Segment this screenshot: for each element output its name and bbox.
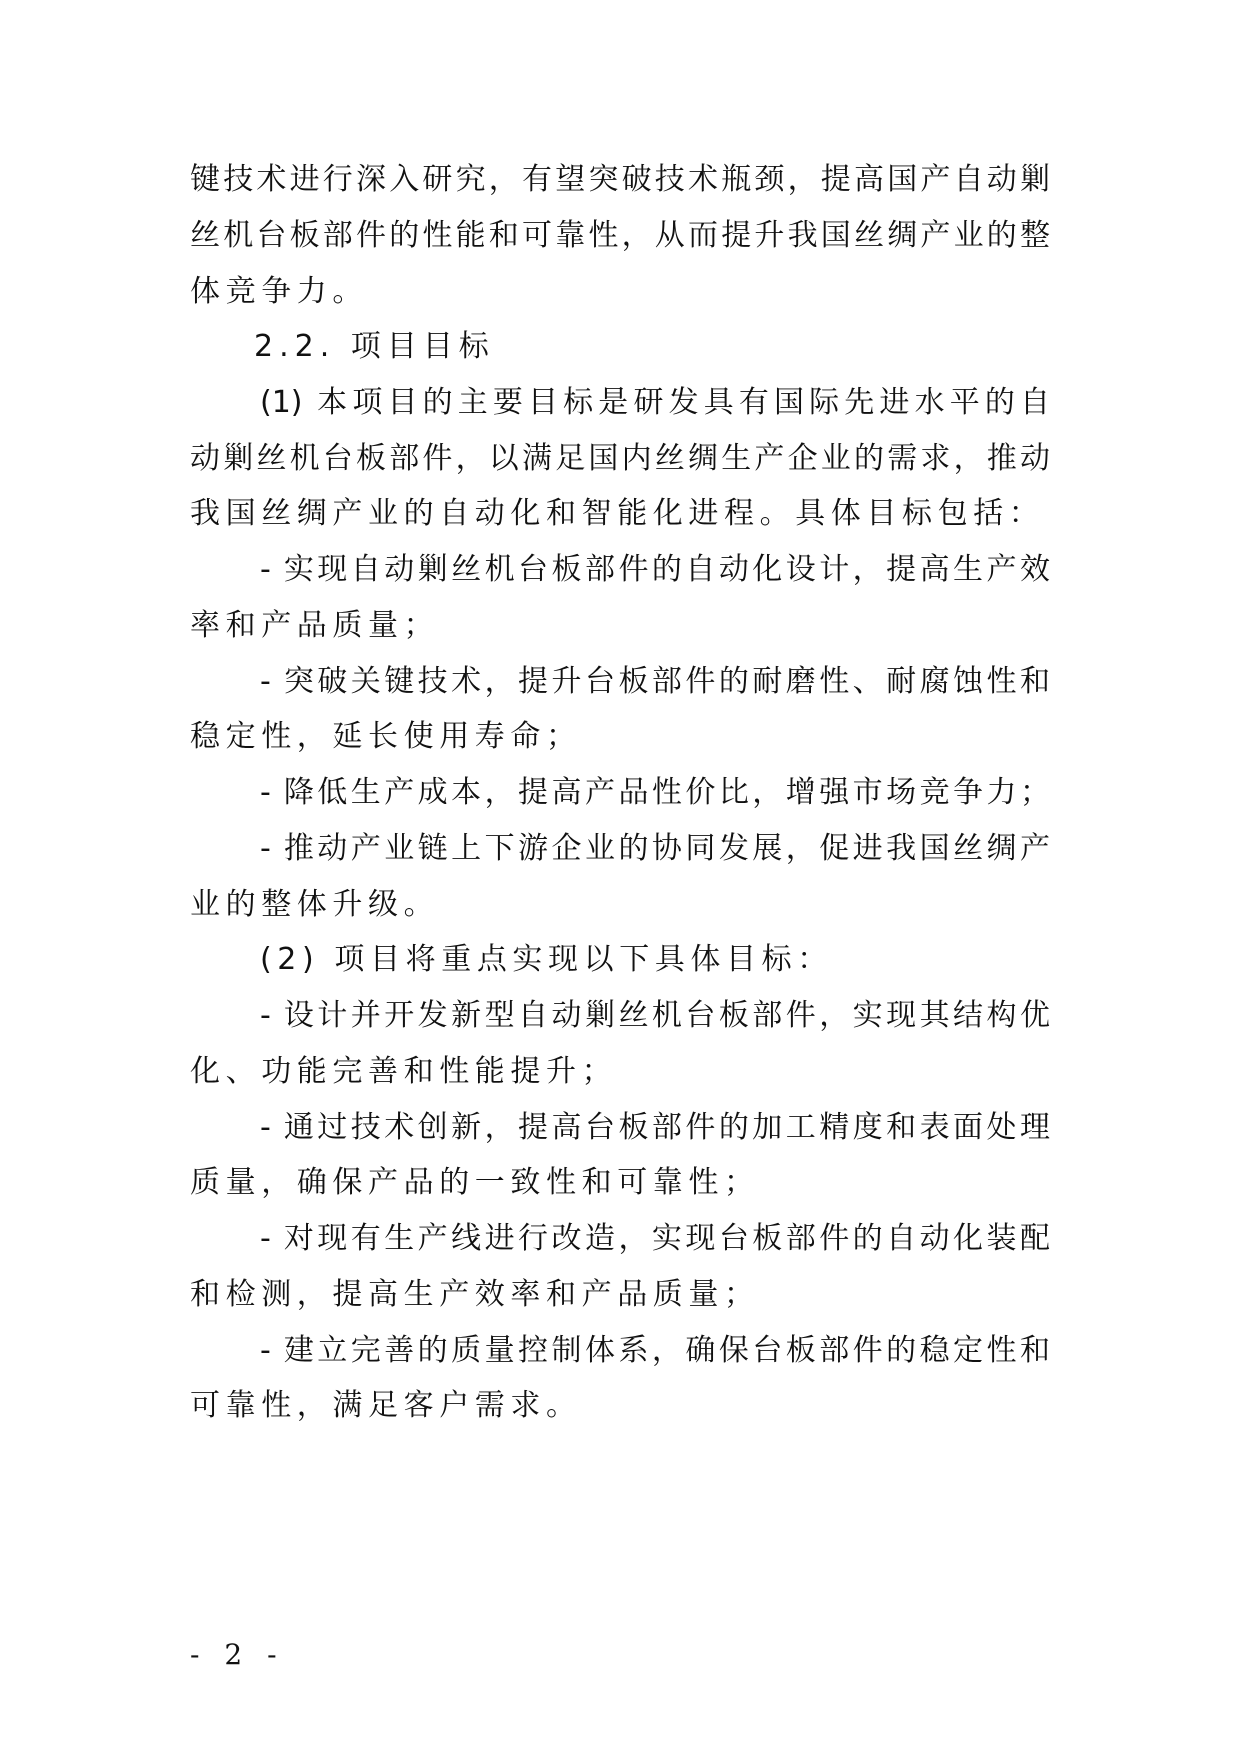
list-item-line: - 设计并开发新型自动剿丝机台板部件，实现其结构优 xyxy=(260,998,1050,1033)
list-item-line: - 推动产业链上下游企业的协同发展，促进我国丝绸产 xyxy=(260,831,1050,866)
body-text-line: (1) 本项目的主要目标是研发具有国际先进水平的自 xyxy=(260,385,1050,420)
list-item-line: 业的整体升级。 xyxy=(190,887,440,922)
list-item-line: 质量，确保产品的一致性和可靠性； xyxy=(190,1165,760,1200)
list-item-line: - 实现自动剿丝机台板部件的自动化设计，提高生产效 xyxy=(260,552,1050,587)
list-item-line: - 降低生产成本，提高产品性价比，增强市场竞争力； xyxy=(260,775,1050,810)
list-item-line: 稳定性，延长使用寿命； xyxy=(190,719,582,754)
section-heading: 2.2. 项目目标 xyxy=(254,329,495,364)
list-item-line: - 建立完善的质量控制体系，确保台板部件的稳定性和 xyxy=(260,1333,1050,1368)
body-text-line: 体竞争力。 xyxy=(190,274,368,309)
list-item-line: - 突破关键技术，提升台板部件的耐磨性、耐腐蚀性和 xyxy=(260,664,1050,699)
body-text-line: 动剿丝机台板部件，以满足国内丝绸生产企业的需求，推动 xyxy=(190,441,1050,476)
list-item-line: 和检测，提高生产效率和产品质量； xyxy=(190,1277,760,1312)
list-item-line: 可靠性，满足客户需求。 xyxy=(190,1388,582,1423)
list-item-line: 率和产品质量； xyxy=(190,608,440,643)
body-text-line: (2) 项目将重点实现以下具体目标： xyxy=(260,942,833,977)
page-number: - 2 - xyxy=(190,1638,285,1671)
list-item-line: - 对现有生产线进行改造，实现台板部件的自动化装配 xyxy=(260,1221,1050,1256)
body-text-line: 丝机台板部件的性能和可靠性，从而提升我国丝绸产业的整 xyxy=(190,218,1050,253)
list-item-line: 化、功能完善和性能提升； xyxy=(190,1054,618,1089)
body-text-line: 键技术进行深入研究，有望突破技术瓶颈，提高国产自动剿 xyxy=(190,162,1050,197)
body-text-line: 我国丝绸产业的自动化和智能化进程。具体目标包括： xyxy=(190,496,1045,531)
list-item-line: - 通过技术创新，提高台板部件的加工精度和表面处理 xyxy=(260,1110,1050,1145)
